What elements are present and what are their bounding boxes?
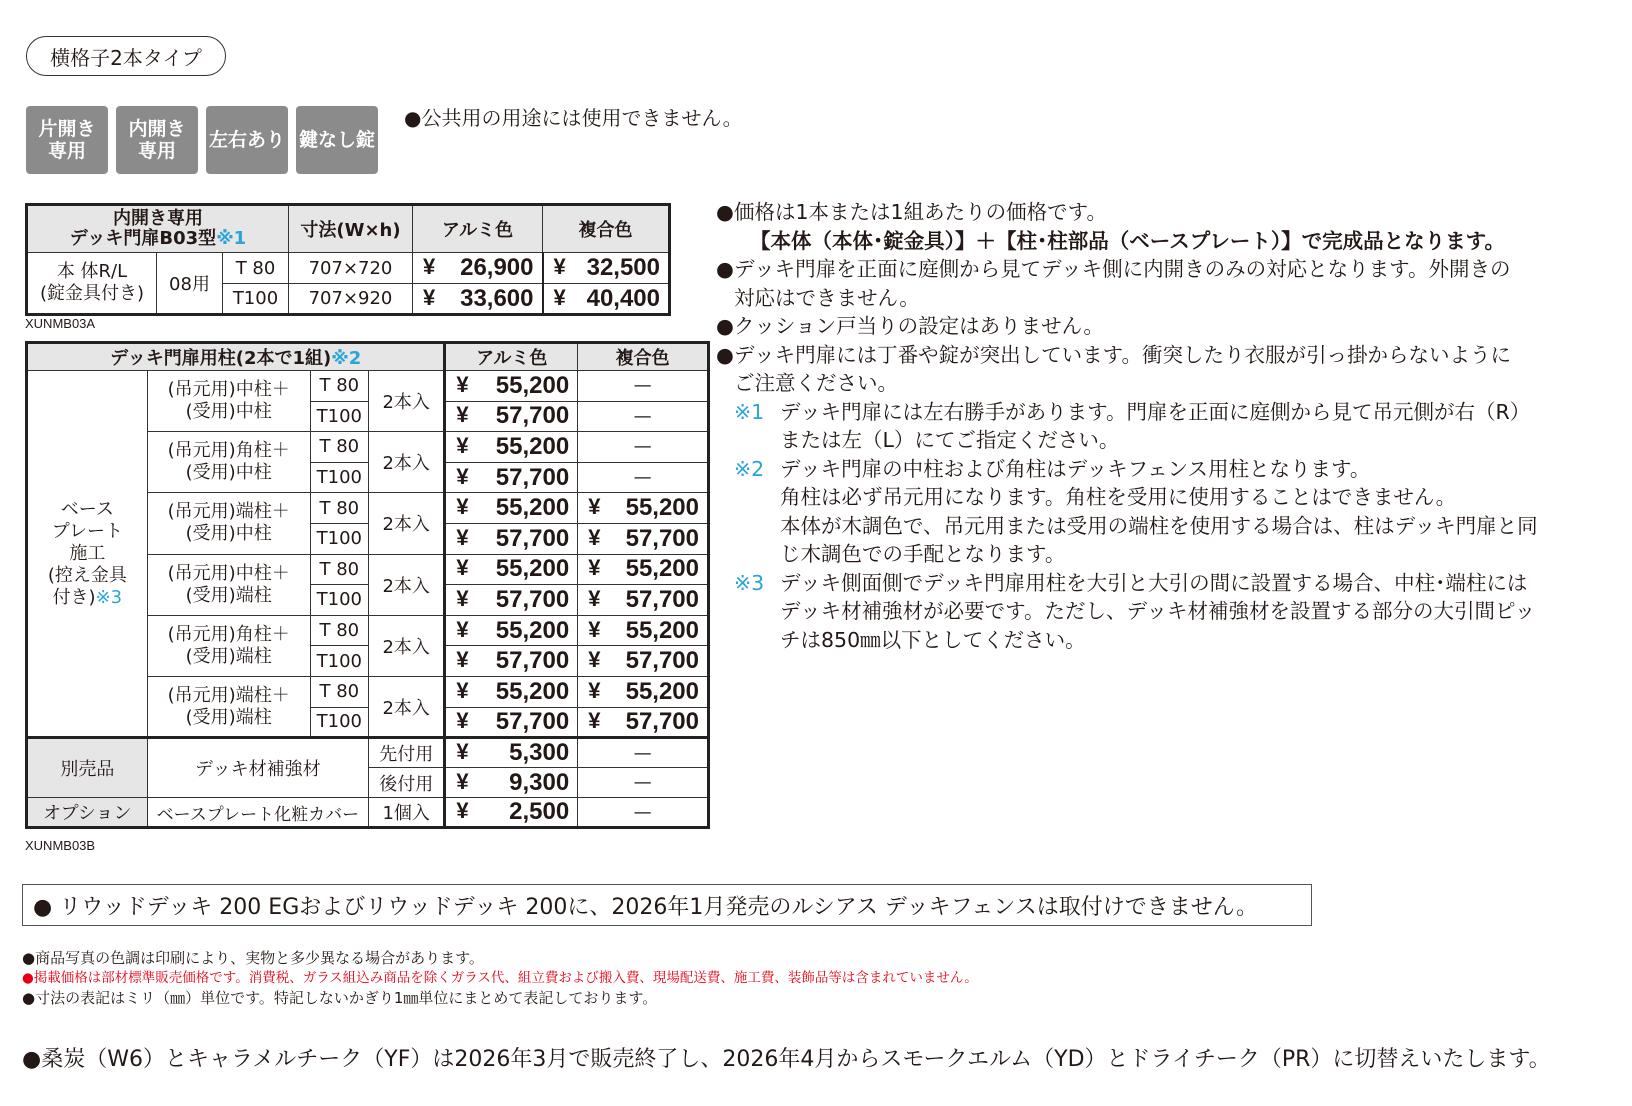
price-alumi: ¥ 57,700 — [445, 707, 578, 738]
t-size: T100 — [223, 284, 289, 315]
price-fukugo: ¥ 32,500 — [543, 253, 670, 284]
price-alumi: ¥ 57,700 — [445, 401, 578, 432]
t-size: T 80 — [310, 554, 368, 585]
post-combination: (吊元用)角柱＋ (受用)中柱 — [147, 432, 310, 493]
price-alumi: ¥ 55,200 — [445, 493, 578, 524]
quantity: 2本入 — [368, 615, 444, 676]
t-size: T100 — [310, 462, 368, 493]
quantity: 2本入 — [368, 432, 444, 493]
t-size: T 80 — [223, 253, 289, 284]
public-use-note: ●公共用の用途には使用できません。 — [404, 106, 743, 130]
dimension: 707×920 — [289, 284, 413, 315]
price-fukugo: ¥ 55,200 — [578, 493, 709, 524]
post-combination: (吊元用)端柱＋ (受用)中柱 — [147, 493, 310, 554]
price-alumi: ¥ 55,200 — [445, 615, 578, 646]
price-alumi: ¥ 55,200 — [445, 676, 578, 707]
t-size: T100 — [310, 646, 368, 677]
post-price-table — [25, 341, 710, 829]
body-label: 本 体R/L (錠金具付き) — [27, 253, 157, 315]
footnote-price: ●掲載価格は部材標準販売価格です。消費税、ガラス組込み商品を除くガラス代、組立費および搬入費、現場配送費、施工費、装飾品等は含まれていません。 — [22, 970, 978, 986]
header-fukugo: 複合色 — [578, 343, 709, 371]
badge-keyless-lock: 鍵なし錠 — [296, 106, 378, 174]
header-post: デッキ門扉用柱(2本で1組)※2 — [27, 343, 445, 371]
product-code-a: XUNMB03A — [25, 316, 96, 331]
t-size: T100 — [310, 707, 368, 738]
product-code-b: XUNMB03B — [25, 838, 96, 853]
price-alumi: ¥ 57,700 — [445, 646, 578, 677]
price-fukugo: ¥ 57,700 — [578, 707, 709, 738]
base-plate-label: ベース プレート 施工 (控え金具 付き)※3 — [27, 371, 148, 738]
price-fukugo: ¥ 40,400 — [543, 284, 670, 315]
badge-inward-open: 内開き 専用 — [116, 106, 198, 174]
header-product: 内開き専用 デッキ門扉B03型※1 — [27, 205, 289, 253]
price-fukugo: ¥ 57,700 — [578, 646, 709, 677]
dimension: 707×720 — [289, 253, 413, 284]
right-notes: ● 価格は1本または1組あたりの価格です。 【本体（本体･錠金具）】＋【柱･柱部品（ベースプレート）】で完成品となります。 ● デッキ門扉を正面に庭側から見てデッキ側に内開きのみの対応となります。外開きの 対応はできません。 ● クッション戸当りの設定はありません。 ● デッキ門扉には丁番や錠が突出しています。衝突したり衣服が引っ掛からないように ご注意ください。 ※1 デッキ門扉には左右勝手があります。門扉を正面に庭側から見て吊元側が右（R） または左（L）にてご指定ください。 ※2 デッキ門扉の中柱および角柱はデッキフェンス用柱となります。 角柱は必ず吊元用になります。角柱を受用に使用することはできません。 本体が木調色で、吊元用または受用の端柱を使用する場合は、柱はデッキ門扉と同 じ木調色での手配となります。 ※3 デッキ側面側でデッキ門扉用柱を大引と大引の間に設置する場合、中柱･端柱には デッキ材補強材が必要です。ただし、デッキ材補強材を設置する部分の大引間ピッ チは850㎜以下としてください。 — [716, 200, 1538, 652]
price-fukugo-none: — — [578, 462, 709, 493]
t-size: T 80 — [310, 615, 368, 646]
price-alumi: ¥ 26,900 — [413, 253, 543, 284]
price-alumi: ¥ 57,700 — [445, 462, 578, 493]
header-alumi: アルミ色 — [445, 343, 578, 371]
t-size: T100 — [310, 523, 368, 554]
price-fukugo: ¥ 55,200 — [578, 676, 709, 707]
option-row — [27, 798, 709, 828]
post-combination: (吊元用)端柱＋ (受用)端柱 — [147, 676, 310, 737]
separate-item-label: 別売品 — [27, 738, 148, 798]
price-alumi: ¥ 57,700 — [445, 585, 578, 616]
price-fukugo-none: — — [578, 738, 709, 768]
quantity: 2本入 — [368, 676, 444, 737]
post-combination: (吊元用)中柱＋ (受用)中柱 — [147, 371, 310, 432]
header-size: 寸法(W×h) — [289, 205, 413, 253]
quantity: 2本入 — [368, 371, 444, 432]
footnote-color: ●商品写真の色調は印刷により、実物と多少異なる場合があります。 — [22, 949, 484, 967]
post-row — [27, 371, 709, 402]
footnote-dimension: ●寸法の表記はミリ（㎜）単位です。特記しないかぎり1㎜単位にまとめて表記しております。 — [22, 989, 658, 1007]
quantity: 2本入 — [368, 493, 444, 554]
price-fukugo-none: — — [578, 798, 709, 828]
t-size: T100 — [310, 585, 368, 616]
option-label: オプション — [27, 798, 148, 828]
t-size: T 80 — [310, 371, 368, 402]
deck-fence-notice-box: ● リウッドデッキ 200 EGおよびリウッドデッキ 200に、2026年1月発売のルシアス デッキフェンスは取付けできません。 — [22, 884, 1312, 926]
price-fukugo: ¥ 55,200 — [578, 554, 709, 585]
type-label: 横格子2本タイプ — [26, 36, 226, 76]
header-alumi: アルミ色 — [413, 205, 543, 253]
price-alumi: ¥ 2,500 — [445, 798, 578, 828]
separate-item-row — [27, 738, 709, 768]
post-combination: (吊元用)角柱＋ (受用)端柱 — [147, 615, 310, 676]
option-qty: 1個入 — [368, 798, 444, 828]
price-alumi: ¥ 55,200 — [445, 554, 578, 585]
t-size: T100 — [310, 401, 368, 432]
price-fukugo: ¥ 57,700 — [578, 523, 709, 554]
price-alumi: ¥ 9,300 — [445, 768, 578, 798]
separate-item-name: デッキ材補強材 — [147, 738, 368, 798]
price-fukugo: ¥ 57,700 — [578, 585, 709, 616]
post-combination: (吊元用)中柱＋ (受用)端柱 — [147, 554, 310, 615]
badge-single-swing: 片開き 専用 — [26, 106, 108, 174]
quantity: 2本入 — [368, 554, 444, 615]
separate-item-kind: 先付用 — [368, 738, 444, 768]
price-alumi: ¥ 33,600 — [413, 284, 543, 315]
t-size: T 80 — [310, 432, 368, 463]
gate-body-price-table — [25, 203, 671, 316]
t-size: T 80 — [310, 493, 368, 524]
price-fukugo: ¥ 55,200 — [578, 615, 709, 646]
price-fukugo-none: — — [578, 371, 709, 402]
badge-left-right: 左右あり — [206, 106, 288, 174]
option-item: ベースプレート化粧カバー — [147, 798, 368, 828]
price-fukugo-none: — — [578, 768, 709, 798]
t-size: T 80 — [310, 676, 368, 707]
price-fukugo-none: — — [578, 432, 709, 463]
usage-label: 08用 — [157, 253, 223, 315]
color-change-notice: ●桑炭（W6）とキャラメルチーク（YF）は2026年3月で販売終了し、2026年4月からスモークエルム（YD）とドライチーク（PR）に切替えいたします。 — [22, 1047, 1551, 1072]
price-alumi: ¥ 55,200 — [445, 371, 578, 402]
header-fukugo: 複合色 — [543, 205, 670, 253]
price-alumi: ¥ 5,300 — [445, 738, 578, 768]
price-fukugo-none: — — [578, 401, 709, 432]
separate-item-kind: 後付用 — [368, 768, 444, 798]
price-alumi: ¥ 55,200 — [445, 432, 578, 463]
price-alumi: ¥ 57,700 — [445, 523, 578, 554]
